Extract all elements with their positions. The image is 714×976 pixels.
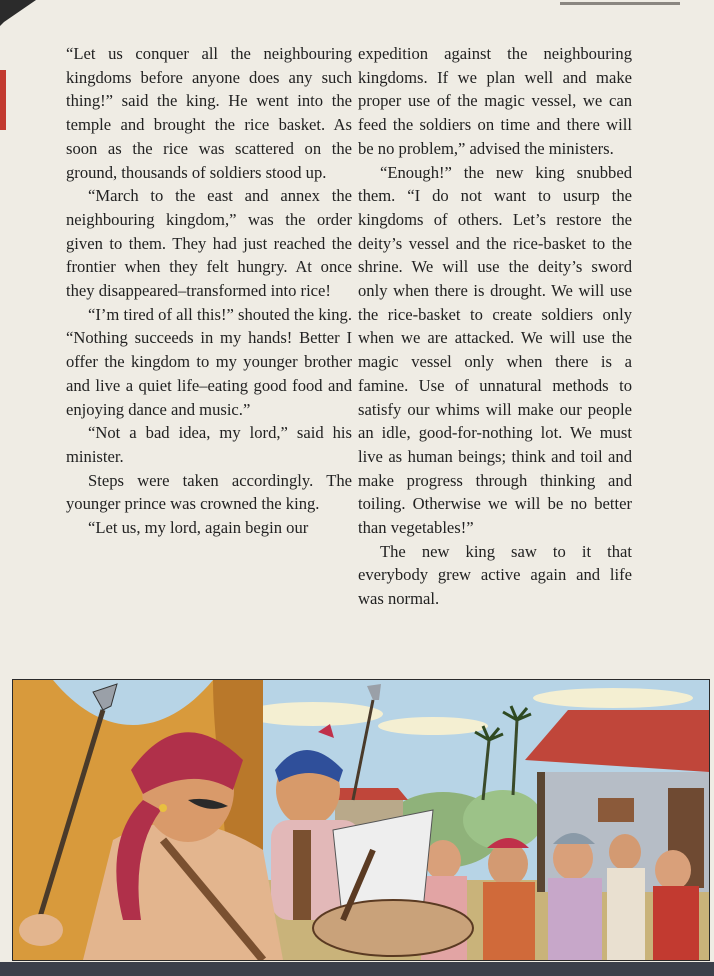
page-edge-mark bbox=[0, 70, 6, 130]
story-paragraph: “March to the east and annex the neighbouring kingdom,” was the order given to them. They had just reached the frontier when they felt hungry. At once they disappeared–transformed into rice! bbox=[66, 186, 352, 301]
story-paragraph: “Enough!” the new king snubbed them. “I do not want to usurp the kingdoms of others. Let’s restore the deity’s vessel and the rice-basket to the shrine. We will use the deity’s sword only when there is drought. We will use the rice-basket to create soldiers only when we are attacked. We will use the magic vessel only when there is a famine. Use of unnatural methods to satisfy our whims will make our people an idle, good-for-nothing lot. We must live as human beings; think and toil and make progress through thinking and toiling. Otherwise we will be no better than vegetables!” bbox=[358, 162, 632, 538]
top-rule bbox=[560, 2, 680, 5]
cloud bbox=[533, 688, 693, 708]
story-paragraph: “Let us conquer all the neighbouring kingdoms before anyone does any such thing!” said the king. He went into the temple and brought the rice basket. As soon as the rice was scattered on the ground, thousands of soldiers stood up. bbox=[66, 44, 352, 182]
village-scene-illustration bbox=[13, 680, 709, 960]
story-paragraph: expedition against the neighbouring kingdoms. If we plan well and make proper use of the magic vessel, we can feed the soldiers on time and there will be no problem,” advised the ministers. bbox=[358, 44, 632, 158]
story-paragraph: The new king saw to it that everybody grew active again and life was normal. bbox=[358, 541, 632, 609]
drum bbox=[313, 900, 473, 956]
page-corner-mark bbox=[0, 0, 36, 26]
story-paragraph: “I’m tired of all this!” shouted the king. “Nothing succeeds in my hands! Better I offer the kingdom to my younger brother and live a quiet life–eating good food and enjoying dance and music.” bbox=[66, 304, 352, 419]
cloud bbox=[378, 717, 488, 735]
story-illustration bbox=[12, 679, 710, 961]
story-paragraph: Steps were taken accordingly. The younger prince was crowned the king. bbox=[66, 470, 352, 514]
story-paragraph: “Let us, my lord, again begin our bbox=[88, 518, 309, 538]
cloud bbox=[243, 702, 383, 726]
soldier-hand bbox=[19, 914, 63, 946]
page-bottom-strip bbox=[0, 962, 714, 976]
distant-hut-roof bbox=[328, 788, 408, 800]
house-pillar bbox=[537, 772, 545, 892]
house-window bbox=[598, 798, 634, 822]
left-text-column bbox=[66, 42, 352, 540]
right-text-column bbox=[358, 42, 632, 611]
story-paragraph: “Not a bad idea, my lord,” said his minister. bbox=[66, 423, 352, 466]
